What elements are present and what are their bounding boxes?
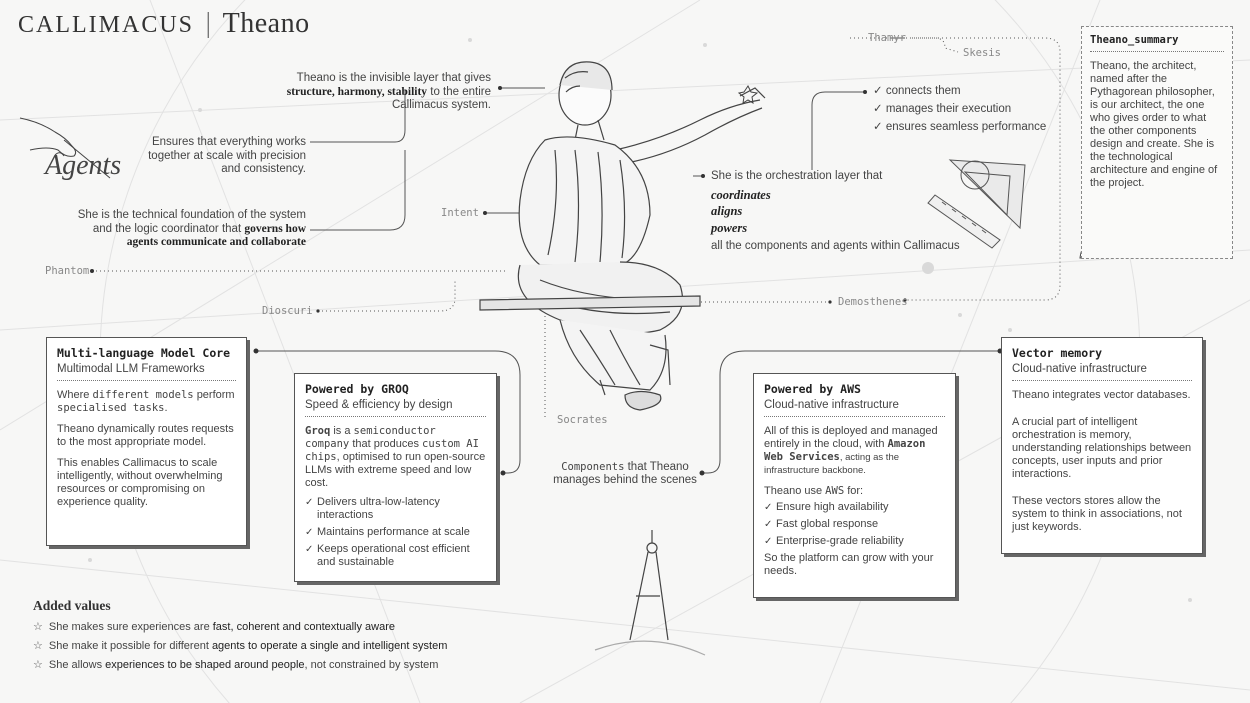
card-paragraph — [57, 423, 236, 449]
text-fragment: Amazon Web Services — [764, 438, 926, 463]
added-value-item — [33, 637, 447, 656]
card-paragraph: This enables Callimacus to scale intelligently, without overwhelming resources or compromising on experience quality. — [57, 457, 223, 508]
check-item: ✓ ensures seamless performance — [873, 118, 1046, 136]
text-fragment: perform — [196, 389, 235, 401]
orchestration-tail: all the components and agents within Callimacus — [711, 240, 960, 252]
bullet-item: ✓ Delivers ultra-low-latency interactions — [305, 496, 486, 522]
text-fragment: . — [164, 402, 168, 414]
text-fragment: semiconductor company — [305, 425, 436, 450]
card-paragraph: These vectors stores allow the system to think in associations, not just keywords. — [1012, 495, 1182, 533]
text-fragment: dynamically routes requests to the most appropriate model. — [57, 423, 234, 448]
component-name: Theano — [222, 8, 310, 39]
node-socrates: Socrates — [557, 414, 608, 426]
components-mid: that Theano — [627, 461, 689, 473]
text-fragment: Theano — [1012, 389, 1050, 401]
added-value-item — [33, 656, 447, 675]
node-intent: Intent — [441, 207, 479, 219]
agents-signature: Agents — [45, 150, 122, 181]
card-subtitle: Speed & efficiency by design — [305, 399, 486, 417]
card-subtitle: Cloud-native infrastructure — [764, 399, 945, 417]
text-fragment: experiences to be shaped around people — [105, 659, 305, 671]
card-subtitle: Cloud-native infrastructure — [1012, 363, 1192, 381]
text-fragment: Theano use — [764, 485, 823, 497]
card-title: Powered by GROQ — [305, 382, 409, 396]
card-groq — [294, 373, 497, 582]
card-paragraph: A crucial part of intelligent orchestration is memory, understanding relationships between concepts, user inputs and prior interactions. — [1012, 416, 1192, 480]
theano-summary-panel — [1081, 26, 1233, 259]
intro-scale: Ensures that everything works together at scale with precision and consistency. — [148, 136, 306, 175]
intro-p1-a: Theano is the invisible layer that gives — [296, 72, 491, 84]
text-fragment: She allows — [48, 659, 103, 671]
text-fragment: She makes sure experiences are — [48, 621, 210, 633]
intro-p1-b: structure, harmony, stability — [286, 85, 428, 98]
node-thamyr: Thamyr — [868, 32, 906, 44]
text-fragment: She make it possible for different — [48, 640, 209, 652]
text-fragment: for: — [847, 485, 864, 497]
node-demosthenes: Demosthenes — [838, 296, 908, 308]
bullet-item: ✓ Keeps operational cost efficient and sustainable — [305, 543, 486, 569]
added-value-item — [33, 618, 447, 637]
check-item: ✓ connects them — [873, 82, 1046, 100]
summary-title: Theano_summary — [1090, 34, 1224, 52]
text-fragment: Where — [57, 389, 90, 401]
star-icon: ☆ — [33, 621, 43, 633]
node-phantom: Phantom — [45, 265, 90, 277]
text-fragment: agents to operate a single and intelligent system — [211, 640, 448, 652]
text-fragment: All of this is deployed and managed entirely in the cloud, with — [764, 425, 938, 450]
intro-p3-b: governs how agents communicate and collaborate — [126, 222, 306, 248]
brand-name: CALLIMACUS — [18, 12, 195, 38]
orchestration-lead: She is the orchestration layer that — [711, 170, 883, 182]
text-fragment: Groq — [305, 425, 331, 437]
card-bullets — [764, 501, 945, 548]
bullet-item: ✓ Fast global response — [764, 518, 945, 531]
text-fragment: specialised tasks — [57, 402, 165, 414]
added-values-section — [33, 598, 447, 675]
card-paragraph — [764, 425, 945, 477]
summary-body: Theano, the architect, named after the Pythagorean philosopher, is our architect, the one who gives order to what the other components design and create. She is the technological architecture and engine of the project. — [1090, 60, 1218, 189]
node-skesis: Skesis — [963, 47, 1001, 59]
orchestration-block — [711, 170, 1011, 254]
components-tail: manages behind the scenes — [553, 474, 697, 486]
intro-p1-c: to the entire Callimacus system. — [391, 85, 491, 111]
text-fragment: different models — [92, 389, 194, 401]
card-paragraph — [1012, 389, 1192, 402]
card-aws — [753, 373, 956, 598]
card-paragraph — [305, 425, 486, 490]
orchestration-coordinates: coordinates — [711, 187, 771, 202]
bullet-item: ✓ Maintains performance at scale — [305, 526, 486, 539]
orchestration-aligns: aligns — [711, 204, 743, 218]
text-fragment: , acting as the infrastructure backbone. — [764, 452, 900, 476]
intro-foundation — [60, 209, 306, 250]
text-fragment: custom AI chips — [305, 438, 479, 463]
check-item: ✓ manages their execution — [873, 100, 1046, 118]
text-fragment: , optimised to run open-source LLMs with extreme speed and low cost. — [305, 451, 486, 489]
intro-invisible-layer — [286, 72, 491, 113]
star-icon: ☆ — [33, 659, 43, 671]
text-fragment: AWS — [825, 485, 845, 497]
card-paragraph — [764, 485, 945, 498]
card-title: Vector memory — [1012, 346, 1103, 360]
card-bullets — [305, 496, 486, 569]
orchestration-powers: powers — [711, 220, 748, 235]
title-separator: | — [205, 8, 212, 39]
orchestration-checklist — [873, 82, 1046, 136]
text-fragment: Theano — [57, 423, 95, 435]
compass-illustration — [595, 530, 705, 655]
components-label — [540, 461, 710, 487]
text-fragment: fast, coherent and contextually aware — [212, 621, 395, 633]
page-title — [18, 8, 310, 40]
card-subtitle: Multimodal LLM Frameworks — [57, 363, 236, 381]
text-fragment: integrates vector databases. — [1052, 389, 1191, 401]
card-vector-memory — [1001, 337, 1203, 554]
bullet-item: ✓ Enterprise-grade reliability — [764, 535, 945, 548]
card-title: Multi-language Model Core — [57, 346, 231, 360]
card-title: Powered by AWS — [764, 382, 861, 396]
text-fragment: that produces — [352, 438, 419, 450]
node-dioscuri: Dioscuri — [262, 305, 313, 317]
card-llm-core — [46, 337, 247, 546]
components-word: Components — [561, 461, 625, 473]
text-fragment: is a — [333, 425, 351, 437]
text-fragment: , not constrained by system — [304, 659, 439, 671]
intro-p3-a: She is the technical foundation of the system and the logic coordinator that — [77, 209, 306, 235]
added-values-title: Added values — [33, 598, 111, 613]
bullet-item: ✓ Ensure high availability — [764, 501, 945, 514]
star-icon: ☆ — [33, 640, 43, 652]
card-paragraph — [57, 389, 236, 415]
card-paragraph: So the platform can grow with your needs. — [764, 552, 934, 577]
